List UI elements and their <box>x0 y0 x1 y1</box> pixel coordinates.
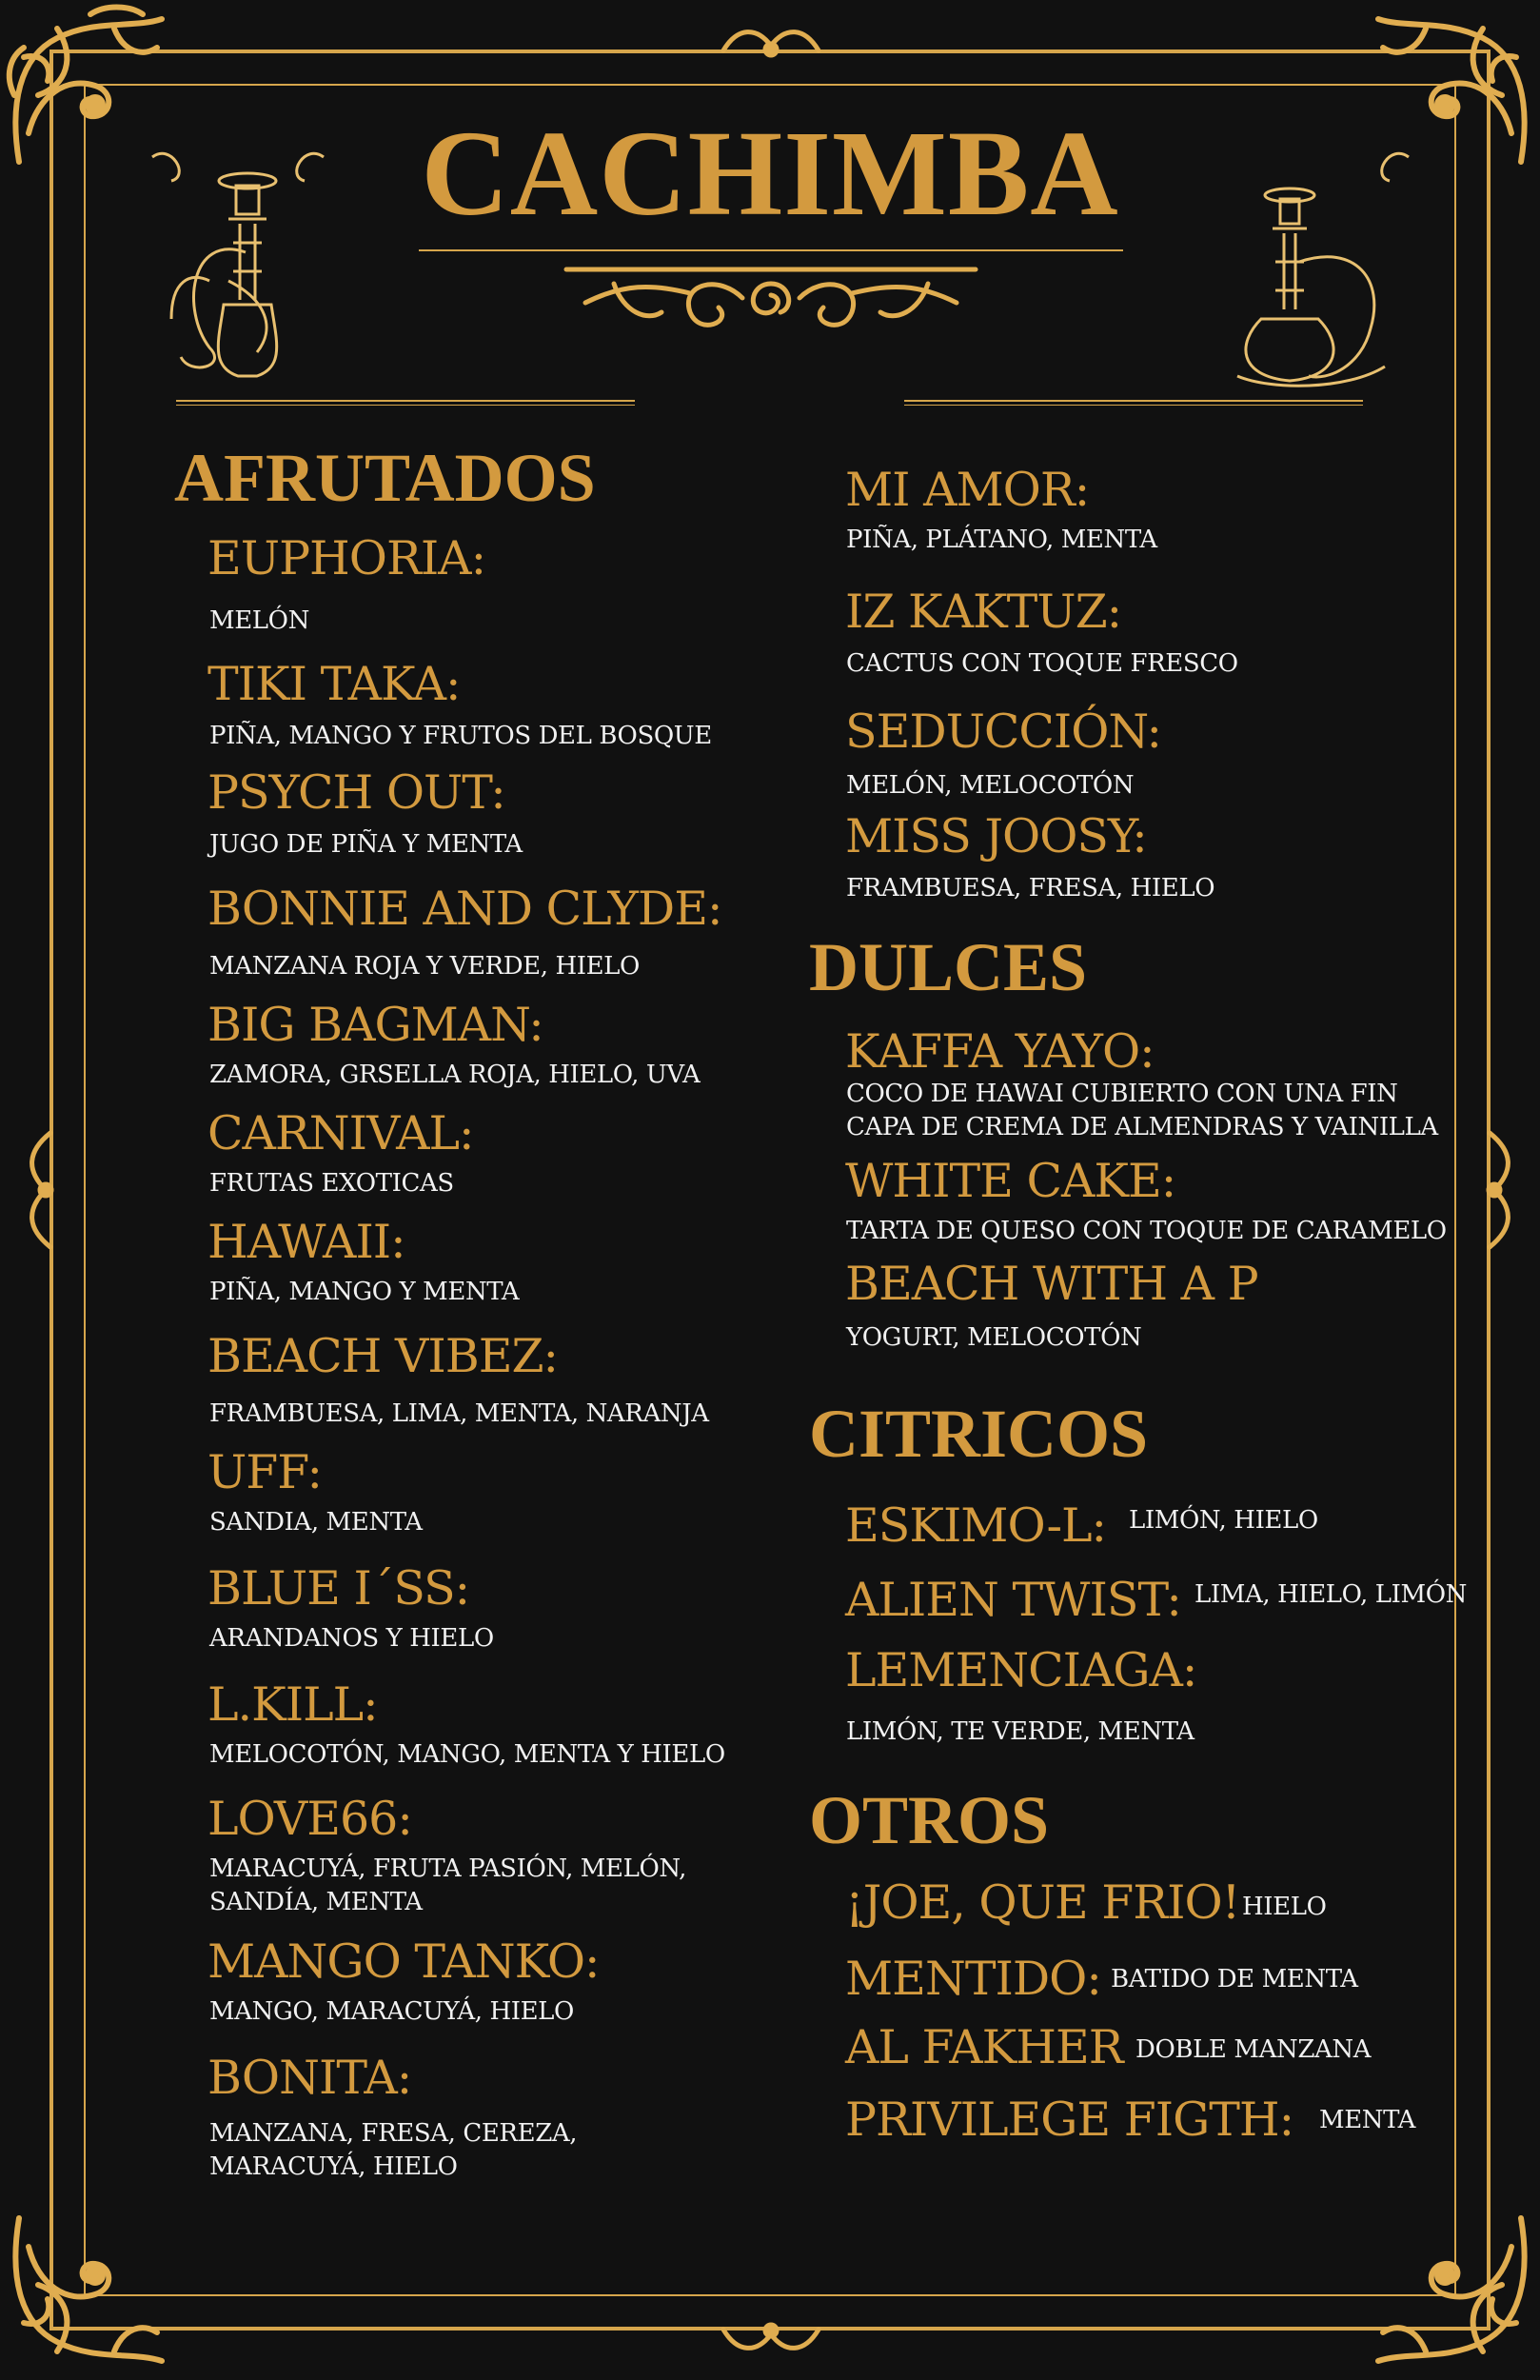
menu-item-desc: LIMA, HIELO, LIMÓN <box>1194 1580 1467 1609</box>
ornament-right-icon <box>1475 1123 1523 1257</box>
menu-item-desc: LIMÓN, HIELO <box>1129 1506 1318 1535</box>
menu-item-desc: MARACUYÁ, HIELO <box>209 2152 458 2181</box>
page-title: CACHIMBA <box>421 106 1119 241</box>
divider-right <box>904 400 1363 406</box>
menu-item-desc: MARACUYÁ, FRUTA PASIÓN, MELÓN, <box>209 1854 686 1883</box>
menu-item-desc: SANDIA, MENTA <box>209 1508 423 1537</box>
menu-item-desc: MANGO, MARACUYÁ, HIELO <box>209 1997 574 2026</box>
section-title-otros: OTROS <box>809 1782 1050 1858</box>
menu-item-name: BONITA: <box>207 2051 412 2105</box>
menu-item-desc: YOGURT, MELOCOTÓN <box>846 1323 1142 1352</box>
menu-item-name: BIG BAGMAN: <box>207 998 543 1052</box>
menu-item-name: LOVE66: <box>207 1792 412 1846</box>
menu-item-name: MANGO TANKO: <box>207 1934 600 1989</box>
menu-item-name: IZ KAKTUZ: <box>845 585 1122 639</box>
divider-left <box>176 400 635 406</box>
menu-item-desc: DOBLE MANZANA <box>1135 2035 1372 2064</box>
menu-item-desc: MELÓN, MELOCOTÓN <box>846 771 1135 800</box>
menu-item-name: ¡JOE, QUE FRIO! <box>845 1875 1240 1930</box>
menu-item-name: BEACH VIBEZ: <box>207 1329 559 1383</box>
menu-item-desc: SANDÍA, MENTA <box>209 1888 423 1916</box>
menu-item-desc: BATIDO DE MENTA <box>1111 1965 1358 1993</box>
section-title-dulces: DULCES <box>809 929 1088 1005</box>
menu-item-name: ALIEN TWIST: <box>845 1573 1181 1627</box>
menu-item-name: PSYCH OUT: <box>207 765 505 820</box>
menu-item-desc: FRAMBUESA, LIMA, MENTA, NARANJA <box>209 1399 709 1428</box>
menu-item-name: MISS JOOSY: <box>845 809 1147 863</box>
hookah-icon <box>133 138 362 400</box>
menu-item-name: UFF: <box>207 1445 323 1499</box>
menu-item-desc: MANZANA, FRESA, CEREZA, <box>209 2119 578 2148</box>
ornament-left-icon <box>17 1123 65 1257</box>
menu-item-name: KAFFA YAYO: <box>845 1024 1155 1079</box>
title-flourish-icon <box>557 255 985 341</box>
menu-item-desc: MELÓN <box>209 606 309 635</box>
menu-item-name: AL FAKHER <box>845 2020 1123 2074</box>
menu-item-desc: PIÑA, MANGO Y FRUTOS DEL BOSQUE <box>209 722 712 750</box>
menu-item-desc: MELOCOTÓN, MANGO, MENTA Y HIELO <box>209 1740 725 1769</box>
menu-item-name: WHITE CAKE: <box>845 1154 1176 1208</box>
menu-item-desc: ARANDANOS Y HIELO <box>209 1624 494 1653</box>
menu-item-name: CARNIVAL: <box>207 1106 474 1160</box>
menu-item-desc: CACTUS CON TOQUE FRESCO <box>846 649 1238 678</box>
hookah-icon <box>1204 138 1432 400</box>
menu-item-name: BEACH WITH A P <box>845 1257 1258 1311</box>
ornament-corner-icon <box>1359 2199 1540 2380</box>
ornament-corner-icon <box>0 2199 181 2380</box>
menu-item-desc: PIÑA, MANGO Y MENTA <box>209 1278 520 1306</box>
menu-item-name: PRIVILEGE FIGTH: <box>845 2092 1294 2147</box>
menu-item-desc: LIMÓN, TE VERDE, MENTA <box>846 1717 1194 1746</box>
menu-item-name: BONNIE AND CLYDE: <box>207 882 722 936</box>
title-divider <box>419 249 1123 251</box>
menu-item-desc: ZAMORA, GRSELLA ROJA, HIELO, UVA <box>209 1061 701 1089</box>
menu-item-desc: COCO DE HAWAI CUBIERTO CON UNA FIN <box>846 1080 1398 1108</box>
menu-item-desc: PIÑA, PLÁTANO, MENTA <box>846 526 1157 554</box>
section-title-afrutados: AFRUTADOS <box>174 440 596 516</box>
menu-item-desc: MENTA <box>1319 2106 1416 2134</box>
menu-item-name: EUPHORIA: <box>207 531 486 585</box>
menu-item-name: TIKI TAKA: <box>207 657 461 711</box>
menu-item-desc: HIELO <box>1242 1893 1327 1921</box>
menu-item-desc: JUGO DE PIÑA Y MENTA <box>209 830 523 859</box>
ornament-bottom-icon <box>714 2315 828 2363</box>
menu-item-desc: CAPA DE CREMA DE ALMENDRAS Y VAINILLA <box>846 1113 1438 1141</box>
menu-item-desc: MANZANA ROJA Y VERDE, HIELO <box>209 952 640 981</box>
menu-item-name: BLUE I´SS: <box>207 1561 470 1616</box>
menu-item-desc: FRUTAS EXOTICAS <box>209 1169 454 1198</box>
menu-item-name: MENTIDO: <box>845 1952 1101 2006</box>
section-title-citricos: CITRICOS <box>809 1396 1149 1472</box>
menu-item-name: L.KILL: <box>207 1677 378 1732</box>
ornament-top-icon <box>714 17 828 65</box>
menu-item-name: LEMENCIAGA: <box>845 1643 1197 1697</box>
menu-item-name: ESKIMO-L: <box>845 1498 1107 1553</box>
menu-item-name: HAWAII: <box>207 1215 405 1269</box>
menu-item-name: SEDUCCIÓN: <box>845 704 1162 759</box>
menu-item-name: MI AMOR: <box>845 463 1090 517</box>
menu-item-desc: TARTA DE QUESO CON TOQUE DE CARAMELO <box>846 1217 1447 1245</box>
menu-item-desc: FRAMBUESA, FRESA, HIELO <box>846 874 1215 902</box>
